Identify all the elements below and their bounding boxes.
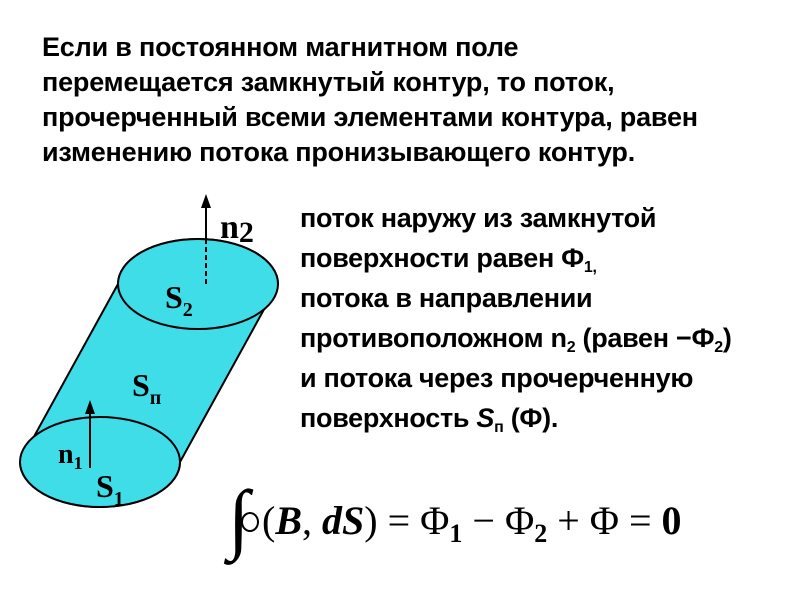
desc-line: потока в направлении <box>300 283 593 313</box>
desc-line: поток наружу из замкнутой <box>300 203 657 233</box>
flux-formula <box>228 474 798 568</box>
desc-line: поверхности равен $Ф_{1,}$ <box>300 243 597 276</box>
n2-arrow-head <box>201 194 211 208</box>
desc-line: противоположном $n_2$ (равен $-Ф_2$) <box>300 323 732 356</box>
intro-line: перемещается замкнутый контур, то поток, <box>42 67 615 97</box>
flux-description <box>300 198 795 438</box>
desc-line: и потока через прочерченную <box>300 363 694 393</box>
S2-label: $S_2$ <box>165 279 193 321</box>
Sp-label: $S_п$ <box>132 367 162 409</box>
intro-line: Если в постоянном магнитном поле <box>42 32 519 62</box>
contour-circle <box>241 512 259 532</box>
n2-label: n2 <box>220 209 254 249</box>
intro-line: прочерченный всеми элементами контура, равен <box>42 102 698 132</box>
S1-label: $S_1$ <box>96 468 124 510</box>
intro-line: изменению потока пронизывающего контур. <box>42 137 636 167</box>
formula-expression: (B, $dS) = \Phi_1 - \Phi_2 + \Phi = 0$ <box>262 498 682 548</box>
desc-line: поверхность $S_п$ (Ф). <box>300 403 559 436</box>
cylinder-figure <box>0 185 300 515</box>
intro-paragraph <box>42 30 782 170</box>
n1-label: $n_1$ <box>58 439 83 473</box>
contour-integral-sign: ∫ <box>228 474 250 561</box>
top-surface <box>118 239 278 329</box>
